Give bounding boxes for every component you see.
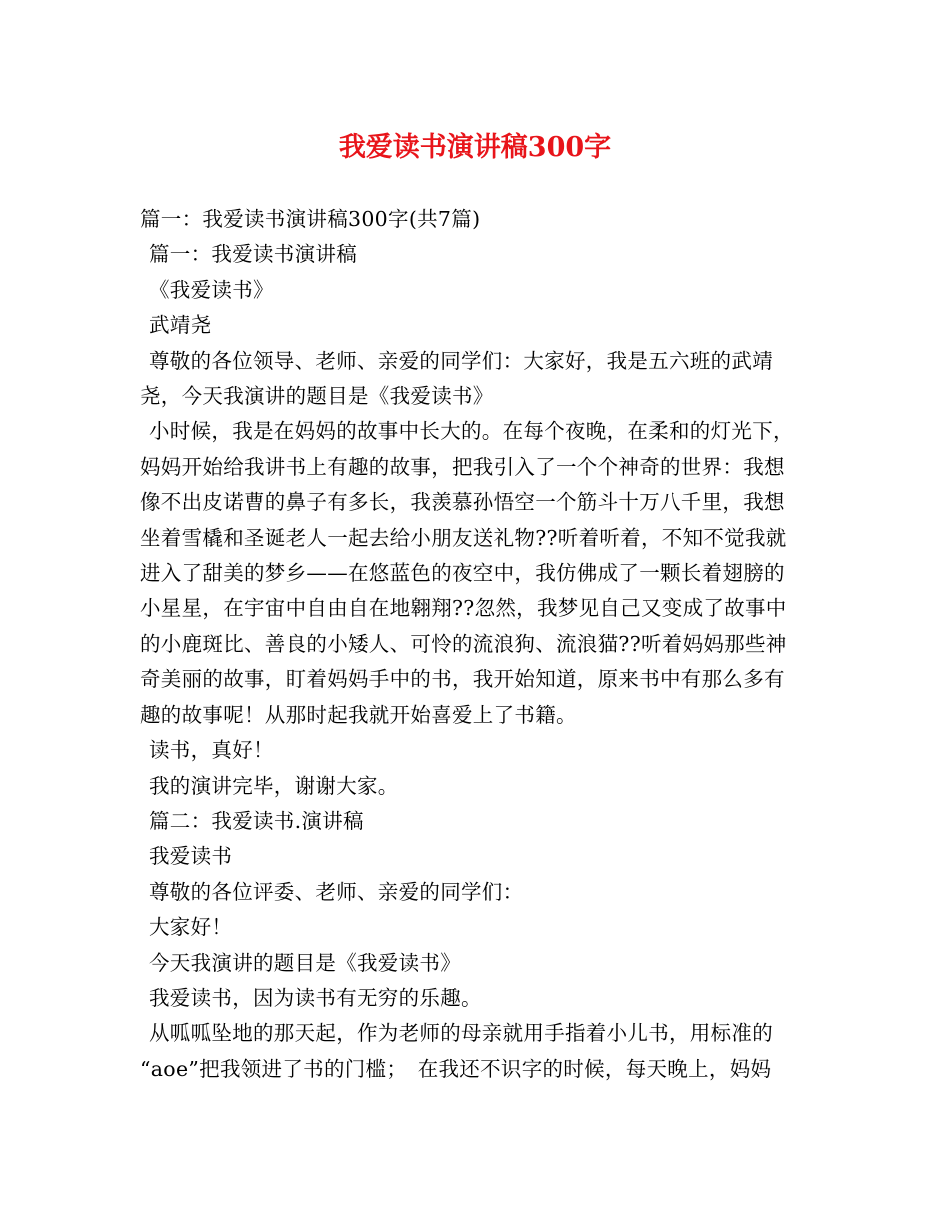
text-line: 武靖尧 xyxy=(149,313,212,338)
text-line: 像不出皮诺曹的鼻子有多长，我羡慕孙悟空一个筋斗十万八千里，我想 xyxy=(140,490,785,515)
text-line: 坐着雪橇和圣诞老人一起去给小朋友送礼物??听着听着，不知不觉我就 xyxy=(140,525,787,550)
text-line: 《我爱读书》 xyxy=(149,277,274,302)
text-line: 我的演讲完毕，谢谢大家。 xyxy=(149,773,399,798)
text-line: 尊敬的各位领导、老师、亲爱的同学们：大家好，我是五六班的武靖 xyxy=(149,348,773,373)
text-line: 趣的故事呢！从那时起我就开始喜爱上了书籍。 xyxy=(140,702,577,727)
text-line: 我爱读书，因为读书有无穷的乐趣。 xyxy=(149,985,482,1010)
text-line: 篇二：我爱读书.演讲稿 xyxy=(149,808,364,833)
text-line: “aoe”把我领进了书的门槛； 在我还不识字的时候，每天晚上，妈妈 xyxy=(140,1056,772,1081)
text-line: 从呱呱坠地的那天起，作为老师的母亲就用手指着小儿书，用标准的 xyxy=(149,1021,773,1046)
text-line: 进入了甜美的梦乡——在悠蓝色的夜空中，我仿佛成了一颗长着翅膀的 xyxy=(140,561,785,586)
document-title: 我爱读书演讲稿300字 xyxy=(338,132,612,163)
text-line: 尊敬的各位评委、老师、亲爱的同学们： xyxy=(149,879,524,904)
text-line: 尧，今天我演讲的题目是《我爱读书》 xyxy=(140,384,494,409)
text-line: 奇美丽的故事，盯着妈妈手中的书，我开始知道，原来书中有那么多有 xyxy=(140,667,785,692)
text-line: 今天我演讲的题目是《我爱读书》 xyxy=(149,950,461,975)
text-line: 的小鹿斑比、善良的小矮人、可怜的流浪狗、流浪猫??听着妈妈那些神 xyxy=(140,631,787,656)
text-line: 篇一：我爱读书演讲稿300字(共7篇) xyxy=(140,207,481,231)
text-line: 妈妈开始给我讲书上有趣的故事，把我引入了一个个神奇的世界：我想 xyxy=(140,454,785,479)
text-line: 小时候，我是在妈妈的故事中长大的。在每个夜晚，在柔和的灯光下， xyxy=(149,419,794,444)
text-line: 我爱读书 xyxy=(149,844,233,869)
document-body xyxy=(140,202,816,1087)
text-line: 小星星，在宇宙中自由自在地翱翔??忽然，我梦见自己又变成了故事中 xyxy=(140,596,787,621)
text-line: 读书，真好！ xyxy=(149,738,274,763)
text-line: 篇一：我爱读书演讲稿 xyxy=(149,242,357,267)
text-line: 大家好！ xyxy=(149,915,233,940)
